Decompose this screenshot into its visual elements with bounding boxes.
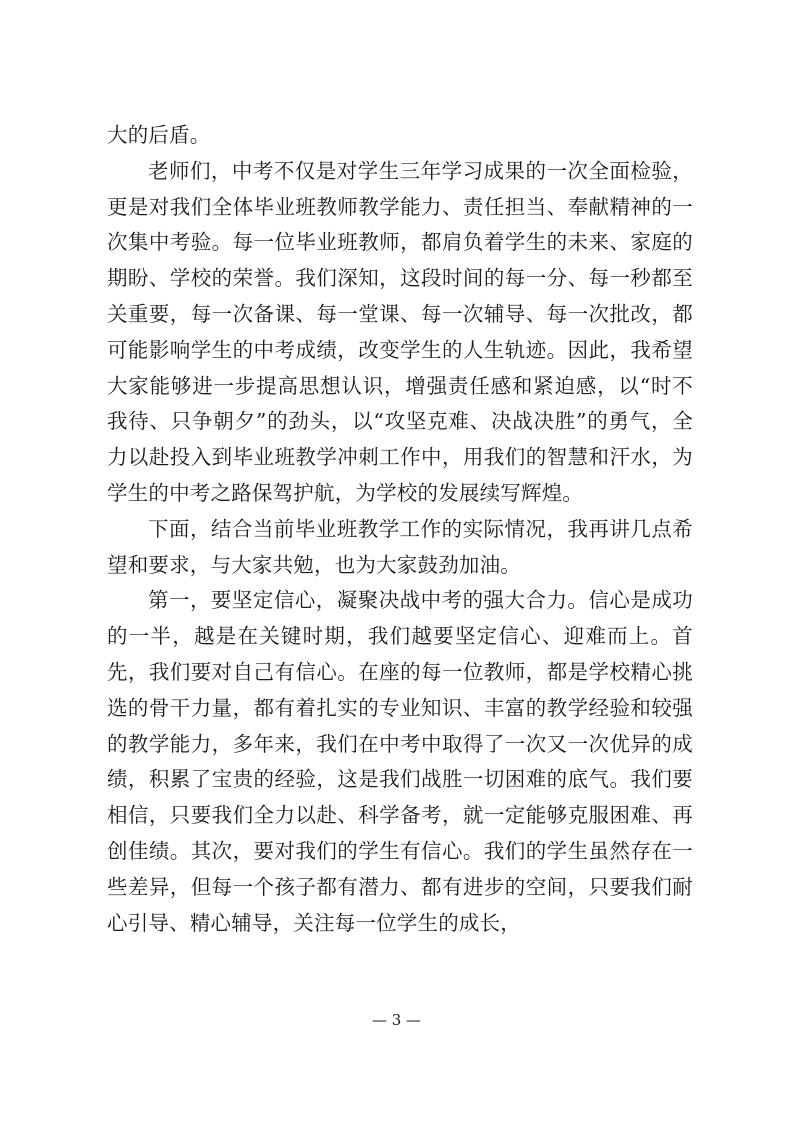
paragraph-continued: 大的后盾。 — [107, 123, 211, 147]
paragraph-requirements-intro: 下面，结合当前毕业班教学工作的实际情况，我再讲几点希望和要求，与大家共勉，也为大家鼓劲加油。 — [107, 516, 693, 577]
paragraph-first-point: 第一，要坚定信心，凝聚决战中考的强大合力。信心是成功的一半，越是在关键时期，我们越要坚定信心、迎难而上。首先，我们要对自己有信心。在座的每一位教师，都是学校精心挑选的骨干力量，都有着扎实的专业知识、丰富的教学经验和较强的教学能力，多年来，我们在中考中取得了一次又一次优异的成绩，积累了宝贵的经验，这是我们战胜一切困难的底气。我们要相信，只要我们全力以赴、科学备考，就一定能够克服困难、再创佳绩。其次，要对我们的学生有信心。我们的学生虽然存在一些差异，但每一个孩子都有潜力、都有进步的空间，只要我们耐心引导、精心辅导，关注每一位学生的成长， — [107, 588, 693, 935]
body-text — [107, 118, 693, 941]
page-number: — 3 — — [371, 1011, 422, 1029]
paragraph-teachers-exam: 老师们，中考不仅是对学生三年学习成果的一次全面检验，更是对我们全体毕业班教师教学能力、责任担当、奉献精神的一次集中考验。每一位毕业班教师，都肩负着学生的未来、家庭的期盼、学校的荣誉。我们深知，这段时间的每一分、每一秒都至关重要，每一次备课、每一堂课、每一次辅导、每一次批改，都可能影响学生的中考成绩，改变学生的人生轨迹。因此，我希望大家能够进一步提高思想认识，增强责任感和紧迫感，以“时不我待、只争朝夕”的劲头，以“攻坚克难、决战决胜”的勇气，全力以赴投入到毕业班教学冲刺工作中，用我们的智慧和汗水，为学生的中考之路保驾护航，为学校的发展续写辉煌。 — [107, 158, 693, 505]
